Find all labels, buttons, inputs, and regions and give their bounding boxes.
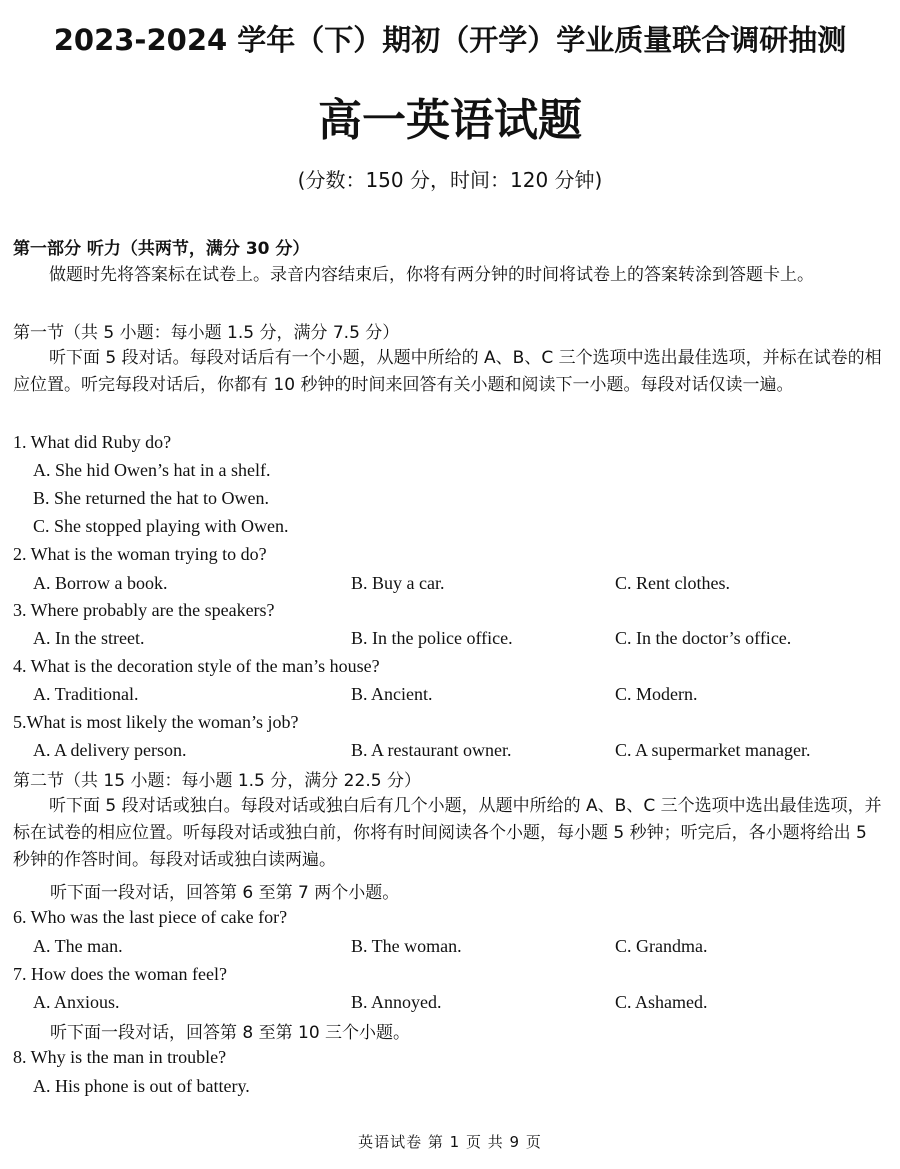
question-1-stem: 1. What did Ruby do? [13,432,172,452]
question-7-option-c: C. Ashamed. [615,992,708,1012]
question-5-option-b: B. A restaurant owner. [351,740,512,760]
section2-note-8-10: 听下面一段对话，回答第 8 至第 10 三个小题。 [50,1023,411,1043]
part1-instructions: 做题时先将答案标在试卷上。录音内容结束后，你将有两分钟的时间将试卷上的答案转涂到答题卡上。 [49,265,814,285]
question-7-option-a: A. Anxious. [33,992,120,1012]
question-3-option-b: B. In the police office. [351,628,513,648]
question-5-option-c: C. A supermarket manager. [615,740,811,760]
question-6-option-c: C. Grandma. [615,936,708,956]
section2-note-6-7: 听下面一段对话，回答第 6 至第 7 两个小题。 [50,883,400,903]
section1-heading: 第一节（共 5 小题：每小题 1.5 分，满分 7.5 分） [13,323,400,343]
question-3-stem: 3. Where probably are the speakers? [13,600,275,620]
exam-meta: (分数：150 分，时间：120 分钟) [297,168,603,192]
question-2-option-c: C. Rent clothes. [615,573,730,593]
section1-instructions: 听下面 5 段对话。每段对话后有一个小题，从题中所给的 A、B、C 三个选项中选出最佳选项，并标在试卷的相应位置。听完每段对话后，你都有 10 秒钟的时间来回答有关小题和阅读下一小题。每段对话仅读一遍。 [13,348,882,395]
page-footer: 英语试卷 第 1 页 共 9 页 [358,1133,542,1151]
question-4-option-c: C. Modern. [615,684,698,704]
section2-instructions: 听下面 5 段对话或独白。每段对话或独白后有几个小题，从题中所给的 A、B、C 三个选项中选出最佳选项，并标在试卷的相应位置。听每段对话或独白前，你将有时间阅读各个小题，每小题 5 秒钟；听完后，各小题将给出 5 秒钟的作答时间。每段对话或独白读两遍。 [13,796,882,870]
exam-title: 2023-2024 学年（下）期初（开学）学业质量联合调研抽测 [53,23,847,57]
question-6-stem: 6. Who was the last piece of cake for? [13,907,288,927]
question-3-option-a: A. In the street. [33,628,145,648]
question-8-option-a: A. His phone is out of battery. [33,1076,250,1096]
question-4-stem: 4. What is the decoration style of the man’s house? [13,656,380,676]
question-3-option-c: C. In the doctor’s office. [615,628,792,648]
question-6-option-b: B. The woman. [351,936,462,956]
question-5-option-a: A. A delivery person. [33,740,187,760]
question-2-stem: 2. What is the woman trying to do? [13,544,267,564]
section2-heading: 第二节（共 15 小题：每小题 1.5 分，满分 22.5 分） [13,771,421,791]
question-2-option-b: B. Buy a car. [351,573,445,593]
part1-heading: 第一部分 听力（共两节，满分 30 分） [13,239,310,259]
question-5-stem: 5.What is most likely the woman’s job? [13,712,299,732]
question-2-option-a: A. Borrow a book. [33,573,168,593]
question-8-stem: 8. Why is the man in trouble? [13,1047,227,1067]
question-1-option-b: B. She returned the hat to Owen. [33,488,269,508]
question-1-option-a: A. She hid Owen’s hat in a shelf. [33,460,271,480]
question-7-option-b: B. Annoyed. [351,992,442,1012]
subject-title: 高一英语试题 [318,95,582,146]
question-1-option-c: C. She stopped playing with Owen. [33,516,289,536]
question-7-stem: 7. How does the woman feel? [13,964,227,984]
question-4-option-a: A. Traditional. [33,684,139,704]
question-4-option-b: B. Ancient. [351,684,433,704]
question-6-option-a: A. The man. [33,936,123,956]
